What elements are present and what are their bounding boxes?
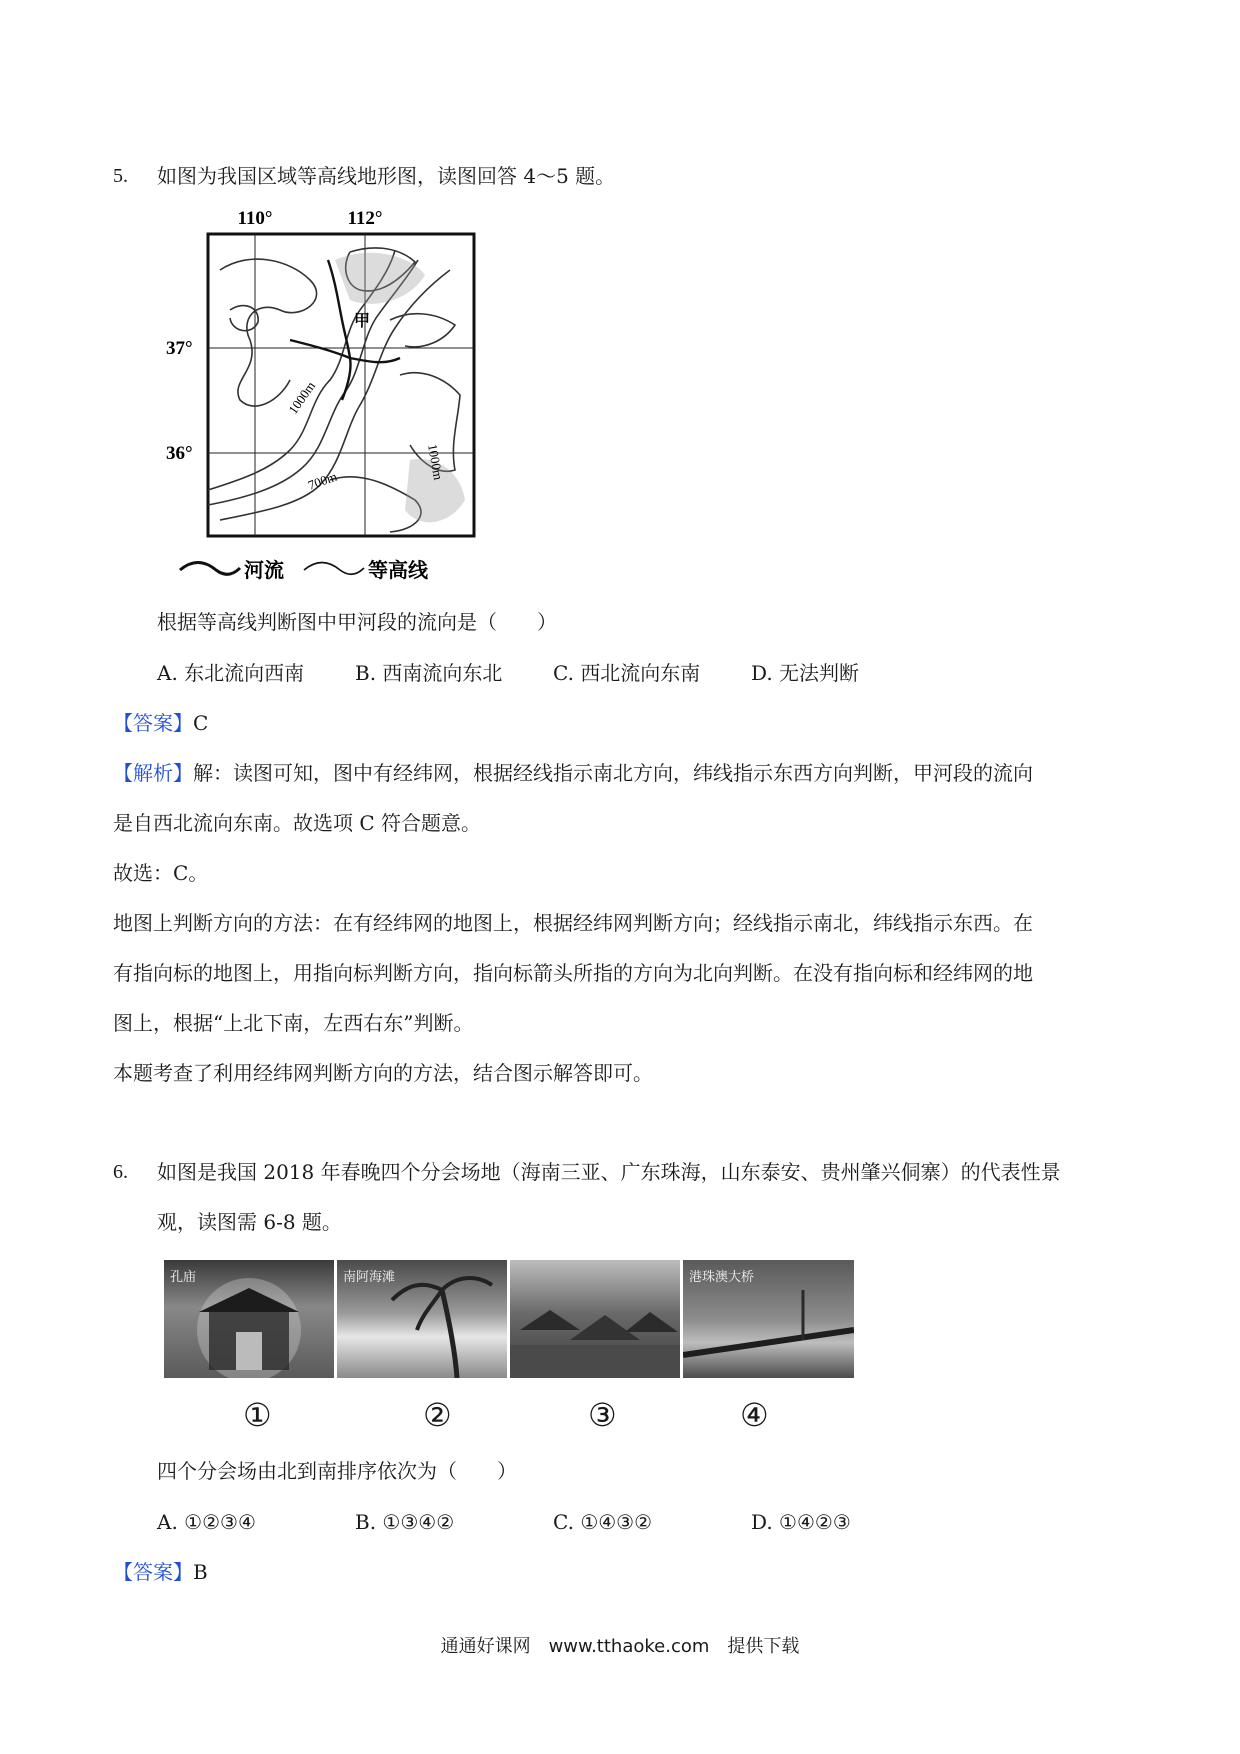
option-d[interactable] xyxy=(751,659,859,687)
photo-marker: ② xyxy=(423,1396,452,1434)
option-text: ①②③④ xyxy=(184,1510,256,1534)
lat-label-36: 36° xyxy=(166,443,193,464)
photo-tag: 港珠澳大桥 xyxy=(689,1270,755,1285)
lon-label-112: 112° xyxy=(347,208,383,229)
question-stem: 观，读图需 6-8 题。 xyxy=(157,1210,342,1234)
analysis-line: 有指向标的地图上，用指向标判断方向，指向标箭头所指的方向为北向判断。在没有指向标和经纬网的地 xyxy=(113,961,1033,985)
question-number: 5. xyxy=(113,165,128,187)
option-key: D. xyxy=(751,661,773,685)
option-key: A. xyxy=(157,661,178,685)
question-text: 四个分会场由北到南排序依次为（ ） xyxy=(157,1459,517,1483)
lat-label-37: 37° xyxy=(166,338,193,359)
contour-line xyxy=(390,314,455,347)
answer-value: C xyxy=(193,711,209,735)
option-text: ①④③② xyxy=(580,1510,653,1534)
contour-label: 1000m xyxy=(285,378,319,417)
option-text: ①③④② xyxy=(382,1510,455,1534)
photo-strip xyxy=(164,1260,854,1378)
photo-beach xyxy=(337,1260,507,1378)
option-key: B. xyxy=(355,661,377,685)
photo-village xyxy=(510,1260,680,1378)
place-label-jia: 甲 xyxy=(354,311,371,330)
photo-confucius-temple xyxy=(164,1260,334,1378)
question-number: 6. xyxy=(113,1161,128,1183)
page-footer: 通通好课网 www.tthaoke.com 提供下载 xyxy=(440,1636,800,1657)
contour-label: 1000m xyxy=(425,442,447,482)
question-stem: 如图为我国区域等高线地形图，读图回答 4～5 题。 xyxy=(157,164,616,188)
option-a[interactable] xyxy=(157,659,304,687)
contour-line xyxy=(230,306,258,331)
option-text: 无法判断 xyxy=(779,661,860,685)
option-c[interactable] xyxy=(553,1508,652,1536)
contour-label: 700m xyxy=(305,468,339,493)
answer-tag: 【答案】 xyxy=(113,1560,193,1584)
photo-marker: ④ xyxy=(740,1396,769,1434)
option-b[interactable] xyxy=(355,1508,454,1536)
photo-marker: ① xyxy=(243,1396,272,1434)
option-d[interactable] xyxy=(751,1508,851,1536)
answer-row xyxy=(113,709,208,737)
option-text: ①④②③ xyxy=(779,1510,851,1534)
answer-row xyxy=(113,1558,208,1586)
answer-tag: 【答案】 xyxy=(113,711,193,735)
option-key: B. xyxy=(355,1510,377,1534)
question-stem: 如图是我国 2018 年春晚四个分会场地（海南三亚、广东珠海，山东泰安、贵州肇兴侗寨）的代表性景 xyxy=(157,1160,1061,1184)
option-b[interactable] xyxy=(355,659,502,687)
photo-tag: 南阿海滩 xyxy=(343,1270,396,1285)
analysis-line: 故选：C。 xyxy=(113,861,209,885)
analysis-line: 解：读图可知，图中有经纬网，根据经线指示南北方向，纬线指示东西方向判断，甲河段的流向 xyxy=(193,761,1033,785)
answer-value: B xyxy=(193,1560,208,1584)
legend-contour-label: 等高线 xyxy=(368,558,428,582)
photo-marker: ③ xyxy=(588,1396,617,1434)
legend-river-label: 河流 xyxy=(244,558,284,582)
option-text: 西南流向东北 xyxy=(382,661,503,685)
terrain-shading xyxy=(335,253,465,523)
photo-tag: 孔庙 xyxy=(170,1270,197,1285)
analysis-line: 本题考查了利用经纬网判断方向的方法，结合图示解答即可。 xyxy=(113,1061,653,1085)
photo-bridge xyxy=(683,1260,854,1378)
option-c[interactable] xyxy=(553,659,700,687)
option-text: 西北流向东南 xyxy=(580,661,701,685)
analysis-line: 是自西北流向东南。故选项 C 符合题意。 xyxy=(113,811,482,835)
option-key: C. xyxy=(553,661,574,685)
legend-river-symbol xyxy=(180,563,240,575)
analysis-line: 地图上判断方向的方法：在有经纬网的地图上，根据经纬网判断方向；经线指示南北，纬线指示东西。在 xyxy=(113,911,1033,935)
analysis-line: 图上，根据“上北下南，左西右东”判断。 xyxy=(113,1011,474,1035)
option-a[interactable] xyxy=(157,1508,256,1536)
lon-label-110: 110° xyxy=(237,208,273,229)
contour-map xyxy=(160,200,490,585)
option-key: D. xyxy=(751,1510,773,1534)
analysis-row xyxy=(113,759,1033,787)
village-roofs-icon xyxy=(510,1260,680,1378)
option-key: A. xyxy=(157,1510,178,1534)
option-text: 东北流向西南 xyxy=(184,661,305,685)
question-text: 根据等高线判断图中甲河段的流向是（ ） xyxy=(157,610,557,634)
analysis-tag: 【解析】 xyxy=(113,761,193,785)
option-key: C. xyxy=(553,1510,574,1534)
legend-contour-symbol xyxy=(304,563,364,575)
